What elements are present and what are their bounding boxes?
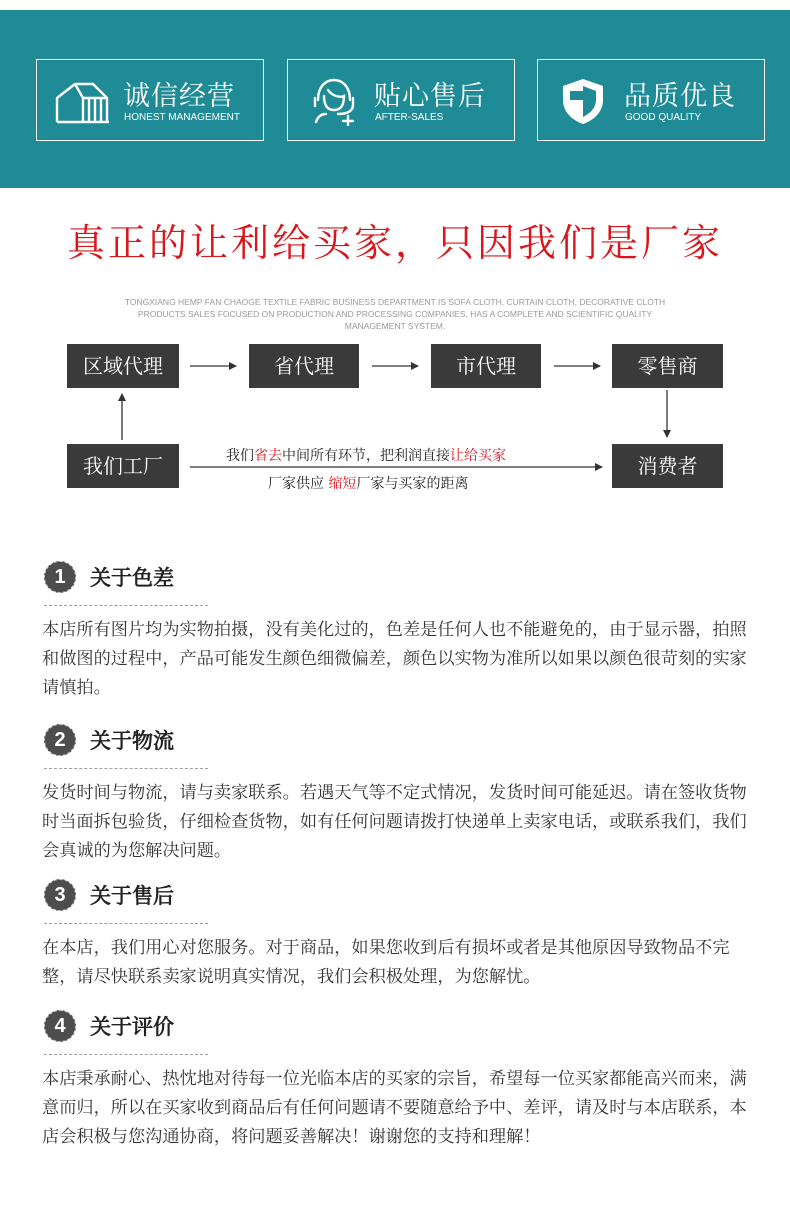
flow-box-regional-agent: 区域代理 [67, 344, 179, 388]
section-number-badge: 2 [44, 724, 76, 756]
note-text: 中间所有环节，把利润直接 [282, 448, 450, 464]
section-color-difference-text: 本店所有图片均为实物拍摄，没有美化过的，色差是任何人也不能避免的，由于显示器，拍照和做图的过程中，产品可能发生颜色细微偏差，颜色以实物为准所以如果以颜色很苛刻的实家请慎拍。 [42, 620, 747, 698]
badge-honest-management [36, 59, 264, 141]
section-number-badge: 4 [44, 1010, 76, 1042]
note-highlight: 缩短 [328, 476, 357, 492]
section-divider [44, 923, 208, 924]
flow-box-consumer: 消费者 [612, 444, 723, 488]
section-divider [44, 768, 208, 769]
banner-top-line [0, 0, 790, 10]
flow-note-factory-supply [268, 473, 468, 493]
badge-subtitle: HONEST MANAGEMENT [124, 112, 240, 123]
section-after-sales-text: 在本店，我们用心对您服务。对于商品，如果您收到后有损坏或者是其他原因导致物品不完整，请尽快联系卖家说明真实情况，我们会积极处理，为您解忧。 [42, 938, 730, 987]
section-divider [44, 1054, 208, 1055]
badge-title: 品质优良 [624, 81, 736, 112]
top-banner [0, 0, 790, 188]
badge-title: 诚信经营 [123, 81, 235, 112]
flow-box-provincial-agent: 省代理 [249, 344, 359, 388]
note-highlight: 省去 [254, 448, 282, 464]
section-title: 关于售后 [90, 884, 174, 908]
section-number-badge: 1 [44, 561, 76, 593]
badge-subtitle: AFTER-SALES [375, 112, 444, 123]
badge-good-quality [537, 59, 765, 141]
house-icon [53, 76, 111, 126]
flow-box-our-factory: 我们工厂 [67, 444, 179, 488]
headline: 真正的让利给买家，只因我们是厂家 [66, 221, 723, 265]
section-number-badge: 3 [44, 879, 76, 911]
flow-box-retailer: 零售商 [612, 344, 723, 388]
badge-subtitle: GOOD QUALITY [625, 112, 702, 123]
flow-box-city-agent: 市代理 [431, 344, 541, 388]
badge-title: 贴心售后 [374, 81, 486, 112]
company-english-description: TONGXIANG HEMP FAN CHAOGE TEXTILE FABRIC BUSINESS DEPARTMENT IS SOFA CLOTH, CURTAIN CLOTH, DECORATIVE CLOTH PRODUCTS SALES FOCUSED ON PRODUCTION AND PROCESSING COMPANIES, HAS A COMPLETE AND SCIENTIFIC QUALITY MANAGEMENT SYSTEM. [124, 297, 666, 331]
note-text: 厂家供应 [268, 476, 329, 492]
section-logistics-text: 发货时间与物流，请与卖家联系。若遇天气等不定式情况，发货时间可能延迟。请在签收货物时当面拆包验货，仔细检查货物，如有任何问题请拨打快递单上卖家电话，或联系我们，我们会真诚的为您解决问题。 [42, 783, 747, 861]
section-title: 关于色差 [90, 566, 174, 590]
section-title: 关于评价 [90, 1015, 174, 1039]
section-reviews-text: 本店秉承耐心、热忱地对待每一位光临本店的买家的宗旨，希望每一位买家都能高兴而来，满意而归，所以在买家收到商品后有任何问题请不要随意给予中、差评，请及时与本店联系，本店会积极与您沟通协商，将问题妥善解决！谢谢您的支持和理解！ [42, 1069, 747, 1147]
note-text: 我们 [226, 448, 254, 464]
badge-after-sales [287, 59, 515, 141]
support-person-icon [304, 76, 362, 126]
section-divider [44, 605, 208, 606]
section-title: 关于物流 [90, 729, 174, 753]
shield-icon [554, 76, 612, 126]
note-highlight: 让给买家 [450, 448, 506, 464]
note-text: 厂家与买家的距离 [356, 476, 469, 492]
flow-note-save-middlemen [226, 445, 506, 465]
